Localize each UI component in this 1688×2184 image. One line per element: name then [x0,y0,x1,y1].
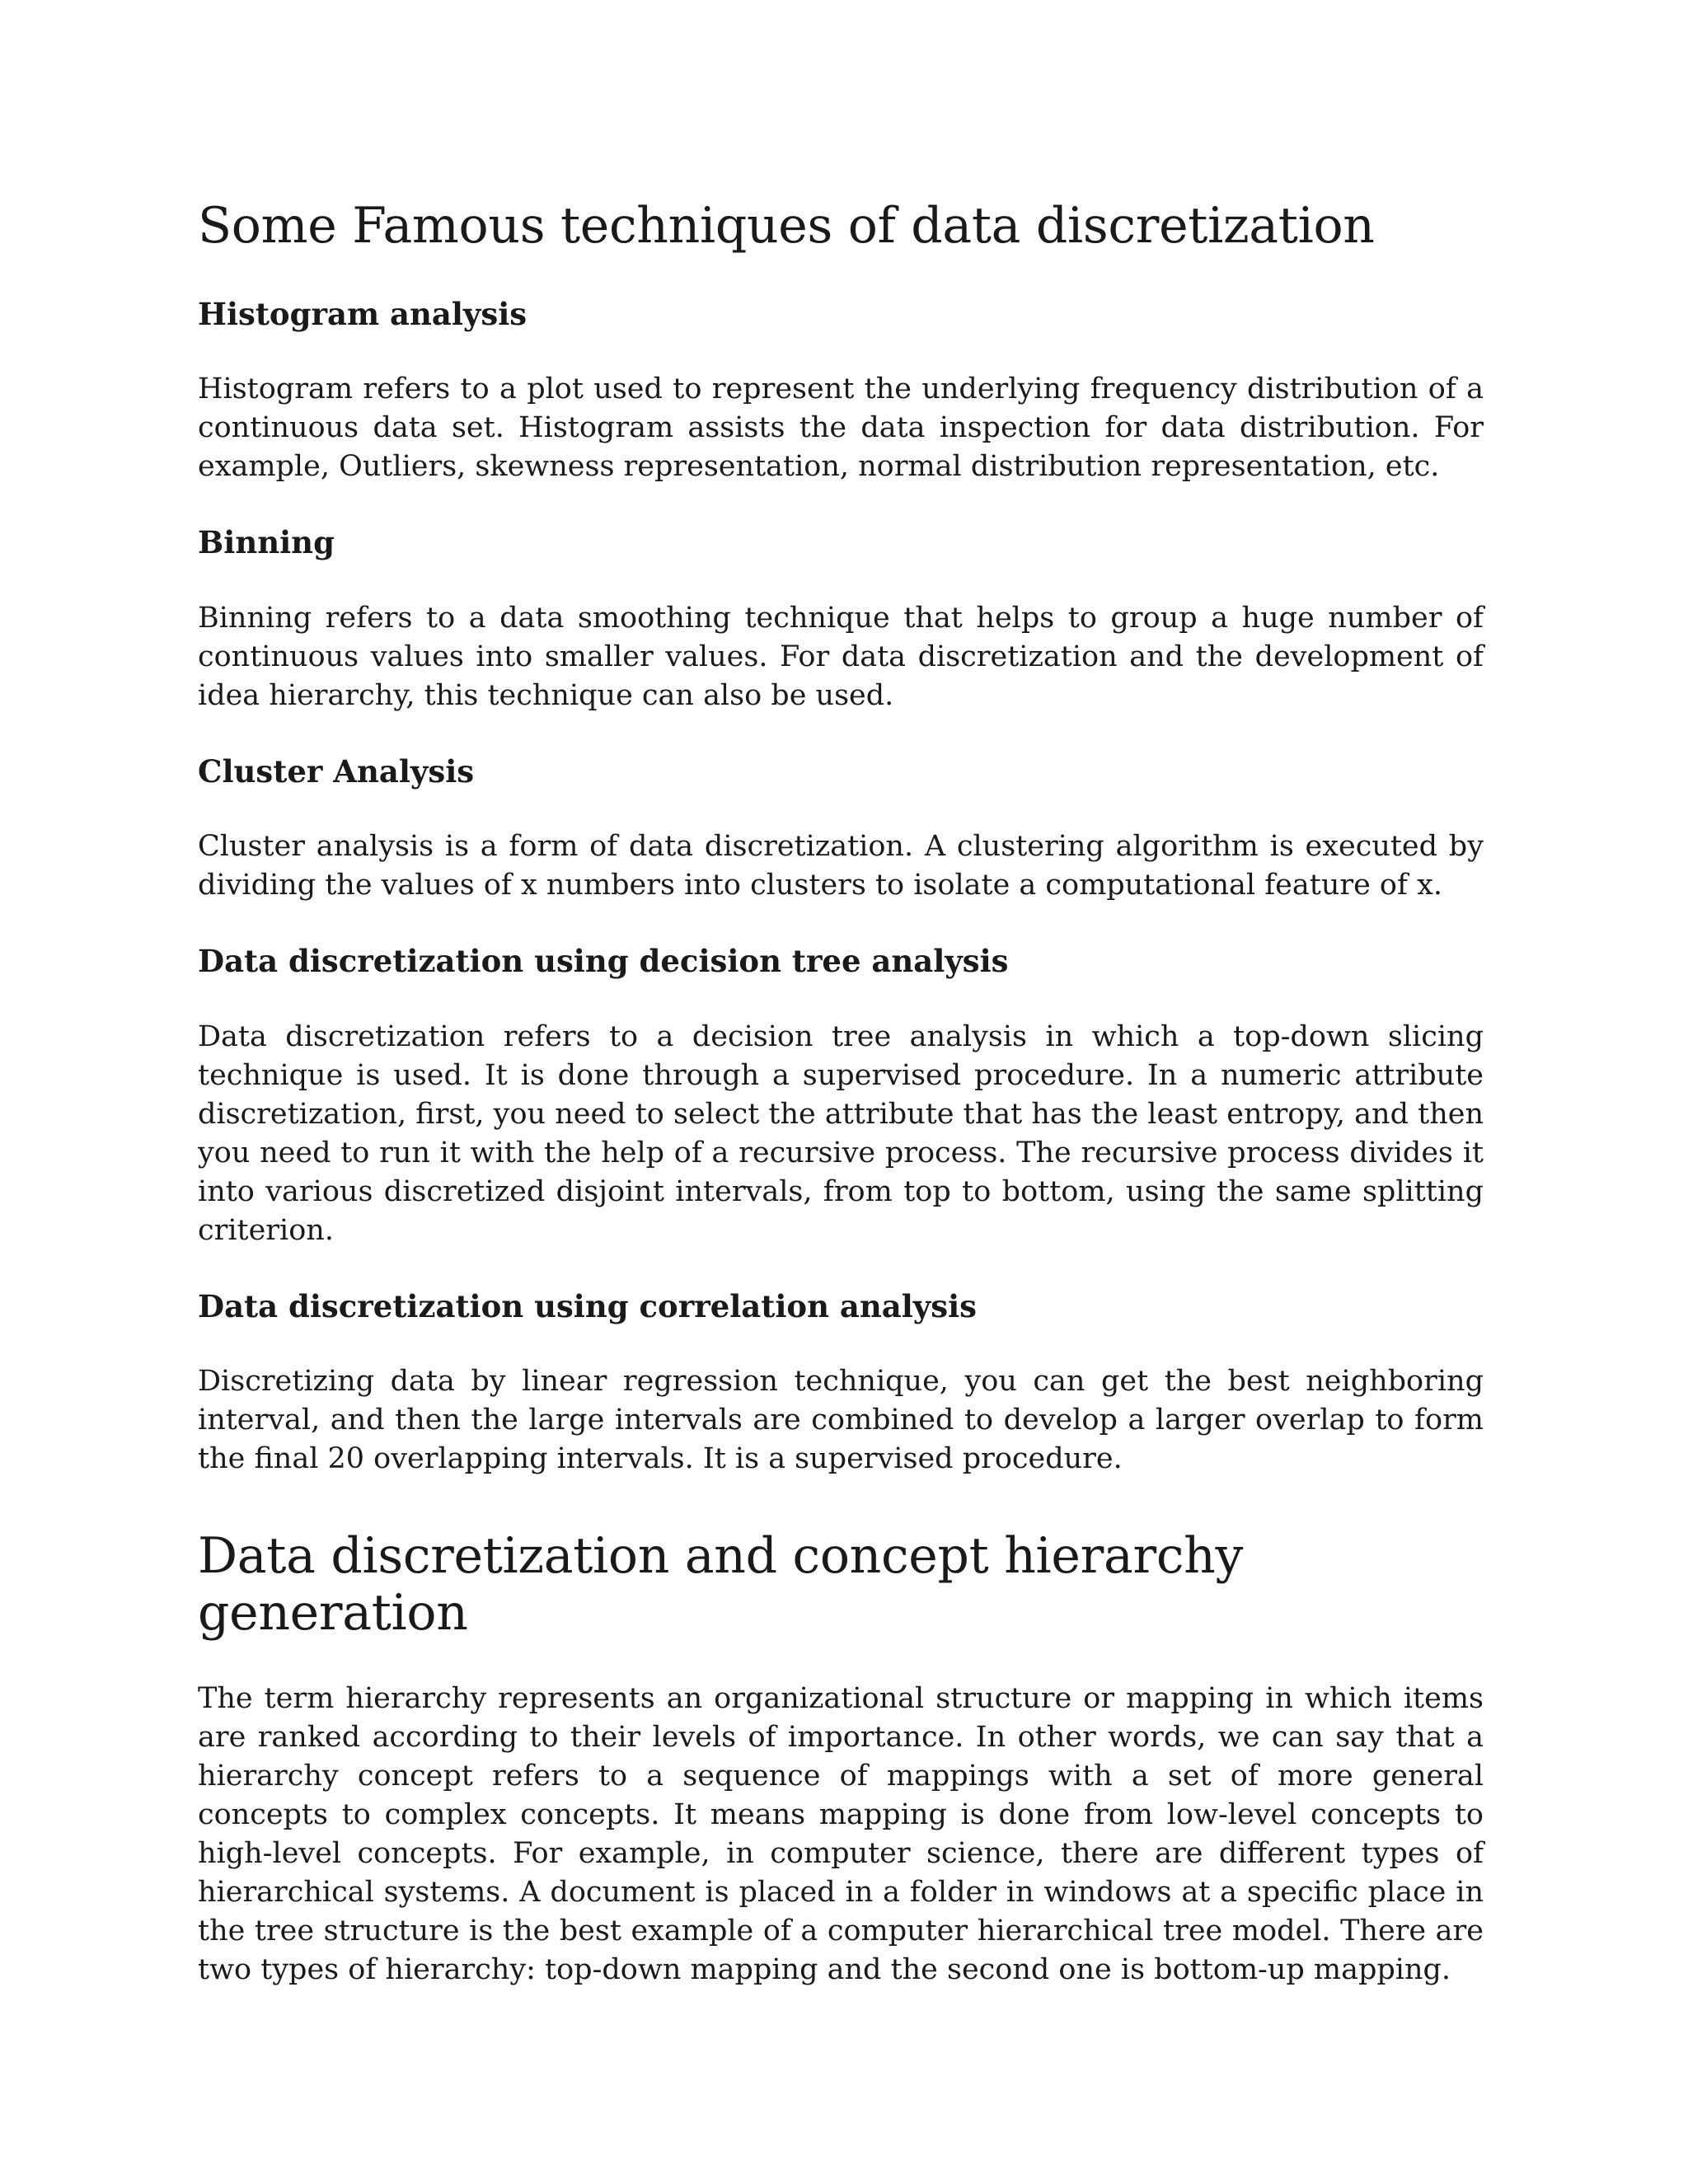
section-body-histogram: Histogram refers to a plot used to represent the underlying frequency distribution of a continuous data set. Histogram assists the data inspection for data distribution. For example, Outliers, skewness representation, normal distribution representation, etc. [198,373,1484,484]
closing-paragraph: The term hierarchy represents an organizational structure or mapping in which items are ranked according to their levels of importance. In other words, we can say that a hierarchy concept refers to a sequence of mappings with a set of more general concepts to complex concepts. It means mapping is done from low-level concepts to high-level concepts. For example, in computer science, there are different types of hierarchical systems. A document is placed in a folder in windows at a specific place in the tree structure is the best example of a computer hierarchical tree model. There are two types of hierarchy: top-down mapping and the second one is bottom-up mapping. [198,1681,1484,1986]
document-title-2: Data discretization and concept hierarchy generation [198,1526,1244,1642]
section-heading-binning: Binning [198,524,335,561]
section-body-cluster-analysis: Cluster analysis is a form of data discretization. A clustering algorithm is executed by dividing the values of x numbers into clusters to isolate a computational feature of x. [198,830,1484,902]
document-page [198,198,1484,2027]
section-body-binning: Binning refers to a data smoothing technique that helps to group a huge number of continuous values into smaller values. For data discretization and the development of idea hierarchy, this technique can also be used. [198,601,1484,712]
section-body-correlation: Discretizing data by linear regression technique, you can get the best neighboring interval, and then the large intervals are combined to develop a larger overlap to form the final 20 overlapping intervals. It is a supervised procedure. [198,1364,1484,1475]
section-heading-decision-tree: Data discretization using decision tree analysis [198,943,1009,980]
section-heading-correlation: Data discretization using correlation analysis [198,1287,977,1324]
section-body-decision-tree: Data discretization refers to a decision tree analysis in which a top-down slicing technique is used. It is done through a supervised procedure. In a numeric attribute discretization, first, you need to select the attribute that has the least entropy, and then you need to run it with the help of a recursive process. The recursive process divides it into various discretized disjoint intervals, from top to bottom, using the same splitting criterion. [198,1019,1484,1247]
section-heading-histogram: Histogram analysis [198,296,528,332]
section-heading-cluster-analysis: Cluster Analysis [198,752,475,790]
document-title: Some Famous techniques of data discretization [198,197,1375,255]
